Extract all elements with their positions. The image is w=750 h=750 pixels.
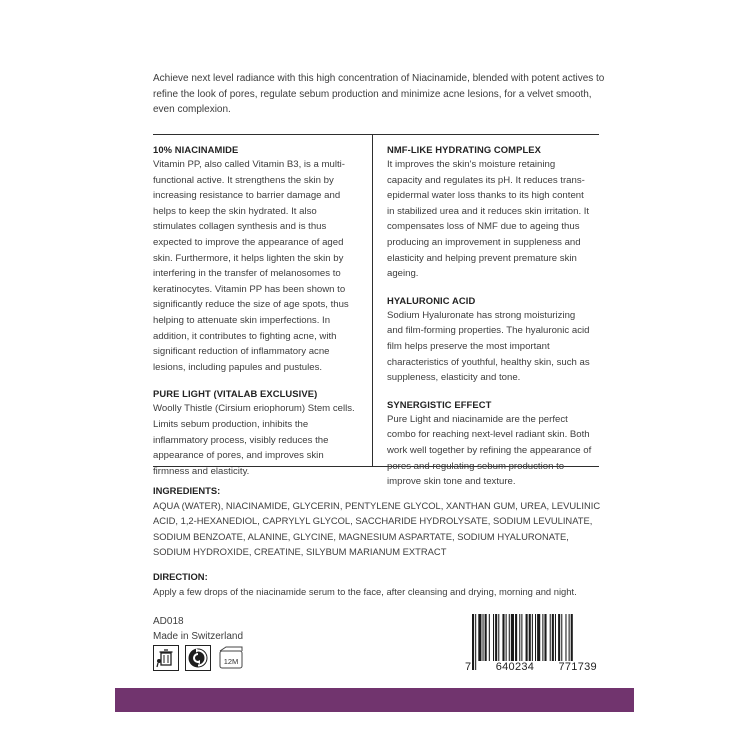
barcode-bar bbox=[552, 614, 554, 661]
section-niacinamide bbox=[153, 143, 359, 375]
barcode-left-group: 640234 bbox=[495, 661, 535, 673]
barcode-bar bbox=[519, 614, 520, 661]
barcode-bar bbox=[493, 614, 494, 661]
section-title: HYALURONIC ACID bbox=[387, 294, 476, 306]
barcode-bar bbox=[565, 614, 566, 661]
barcode-right-group: 771739 bbox=[558, 661, 597, 673]
intro-paragraph: Achieve next level radiance with this high concentration of Niacinamide, blended with potent actives to refine the look of pores, regulate sebum production and minimize acne lesions, for a velvet smooth, even complexion. bbox=[153, 73, 605, 115]
barcode-bar bbox=[532, 614, 533, 661]
barcode-bar bbox=[506, 614, 507, 661]
barcode-bar bbox=[529, 614, 531, 661]
origin-text: Made in Switzerland bbox=[153, 631, 244, 642]
barcode-bar bbox=[544, 614, 546, 661]
barcode-first-digit: 7 bbox=[465, 661, 472, 673]
barcode-bar bbox=[569, 614, 570, 661]
barcode-bar bbox=[537, 614, 540, 661]
column-divider bbox=[372, 134, 373, 466]
section-text: It improves the skin's moisture retaining capacity and regulates its pH. It reduces trans-epidermal water loss thanks to its high content in stabilized urea and it reduces skin irritation. It compensates loss of NMF due to ageing thus producing an improvement in suppleness and elasticity and helping prevent premature skin ageing. bbox=[387, 159, 590, 280]
barcode-bar bbox=[550, 614, 551, 661]
disposal-icons bbox=[153, 647, 245, 673]
recycle-bin-icon bbox=[153, 645, 179, 676]
section-title: NMF-LIKE HYDRATING COMPLEX bbox=[387, 144, 541, 155]
section-text: Vitamin PP, also called Vitamin B3, is a multi-functional active. It strengthens the skin by increasing resistance to barrier damage and helps to keep the skin hydrated. It also stimulates collagen synthesis and is thus expected to improve the appearance of aged skin. Furthermore, it helps lighten the skin by interfering in the transfer of melanosomes to keratinocytes. Vitamin PP has been shown to significantly reduce the size of age spots, thus helping to attenuate skin imperfections. In addition, it contributes to fighting acne, with significant reduction of inflammatory acne lesions, including papules and pustules. bbox=[153, 159, 349, 373]
barcode-number bbox=[464, 661, 598, 673]
section-title: SYNERGISTIC EFFECT bbox=[387, 398, 492, 410]
barcode-bar bbox=[542, 614, 543, 661]
section-title: 10% NIACINAMIDE bbox=[153, 144, 239, 155]
pao-open-jar-icon bbox=[217, 645, 245, 676]
section-text: Sodium Hyaluronate has strong moisturizing and film-forming properties. The hyaluronic acid film helps preserve the most important characteristics of youthful, healthy skin, such as suppleness, elasticity and tone. bbox=[387, 309, 590, 384]
purple-band bbox=[115, 688, 634, 712]
product-info bbox=[153, 614, 243, 644]
barcode-bar bbox=[489, 614, 490, 661]
barcode-bar bbox=[478, 614, 481, 661]
barcode-bar bbox=[502, 614, 504, 661]
direction-text: Apply a few drops of the niacinamide serum to the face, after cleansing and drying, morning and night. bbox=[153, 586, 577, 597]
section-text: Woolly Thistle (Cirsium eriophorum) Stem cells. Limits sebum production, inhibits the inflammatory process, visibly reduces the appearance of pores, and improves skin firmness and elasticity. bbox=[153, 403, 355, 477]
barcode-bar bbox=[483, 614, 484, 661]
product-code: AD018 bbox=[153, 616, 184, 627]
pao-label: 12M bbox=[223, 656, 239, 666]
top-rule bbox=[153, 134, 599, 135]
barcode-bar bbox=[561, 614, 562, 661]
barcode-bar bbox=[495, 614, 497, 661]
barcode-bar bbox=[515, 614, 517, 661]
right-column bbox=[387, 143, 593, 502]
direction-title: DIRECTION: bbox=[153, 571, 208, 582]
section-pure-light bbox=[153, 387, 359, 479]
barcode-bar bbox=[558, 614, 560, 661]
section-nmf bbox=[387, 143, 593, 282]
barcode-bar bbox=[498, 614, 499, 661]
barcode-bar bbox=[511, 614, 514, 661]
section-synergistic bbox=[387, 398, 593, 490]
barcode-bar bbox=[555, 614, 556, 661]
ingredients-text: AQUA (WATER), NIACINAMIDE, GLYCERIN, PENTYLENE GLYCOL, XANTHAN GUM, UREA, LEVULINIC ACID, 1,2-HEXANEDIOL, CAPRYLYL GLYCOL, SACCHARIDE HYDROLYSATE, SODIUM LEVULINATE, SODIUM BENZOATE, ALANINE, GLYCINE, MAGNESIUM ASPARTATE, SODIUM HYALURONATE, SODIUM HYDROXIDE, CREATINE, SILYBUM MARIANUM EXTRACT bbox=[153, 500, 601, 558]
ingredients-title: INGREDIENTS: bbox=[153, 485, 221, 496]
direction-block bbox=[153, 570, 603, 599]
section-title: PURE LIGHT (VITALAB EXCLUSIVE) bbox=[153, 388, 318, 400]
left-column bbox=[153, 143, 359, 491]
barcode-bar bbox=[509, 614, 510, 661]
barcode-bar bbox=[485, 614, 487, 661]
barcode-bar bbox=[535, 614, 536, 661]
section-hyaluronic bbox=[387, 294, 593, 386]
ingredients-block bbox=[153, 484, 603, 560]
section-text: Pure Light and niacinamide are the perfect combo for reaching next-level radiant skin. Both work well together by refining the appearance of pores and regulating sebum production to improve skin tone and texture. bbox=[387, 413, 592, 488]
green-dot-recycle-icon bbox=[185, 645, 211, 676]
